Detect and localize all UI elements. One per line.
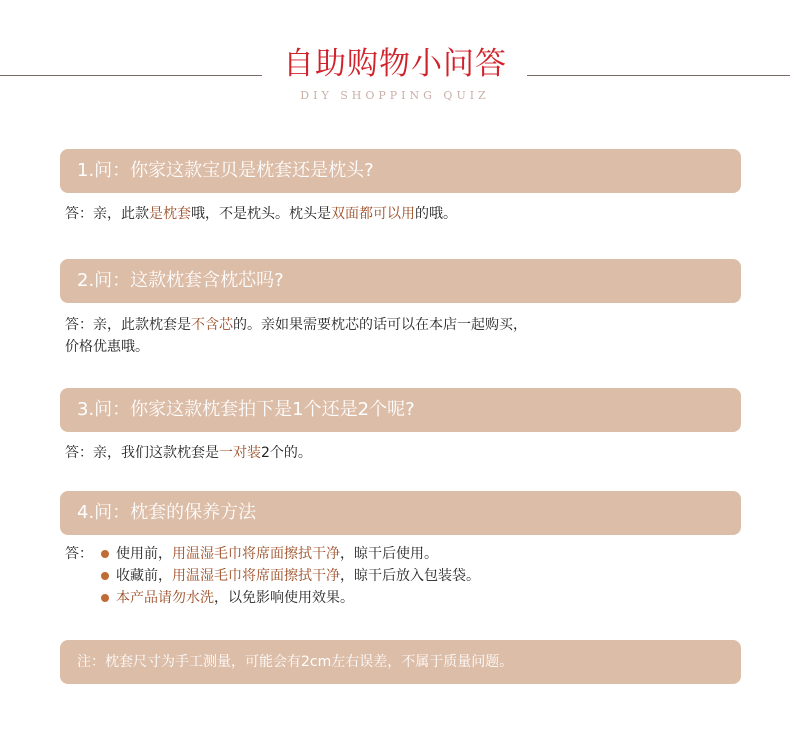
answer-text: ，晾干后使用。 bbox=[340, 546, 438, 562]
answer-text: 的。亲如果需要枕芯的话可以在本店一起购买， bbox=[233, 317, 527, 333]
care-item bbox=[101, 565, 480, 587]
answer-4-label: 答： bbox=[65, 546, 93, 562]
highlight-text: 不含芯 bbox=[191, 317, 233, 333]
care-item-text bbox=[116, 568, 480, 584]
answer-text: 价格优惠哦。 bbox=[65, 339, 149, 355]
answer-text: 哦，不是枕头。枕头是 bbox=[191, 206, 331, 222]
bullet-dot-icon bbox=[101, 594, 109, 602]
highlight-text: 用温湿毛巾将席面擦拭干净 bbox=[172, 568, 340, 584]
answer-text: 答：亲，我们这款枕套是 bbox=[65, 445, 219, 461]
page-subtitle: DIY SHOPPING QUIZ bbox=[300, 89, 490, 102]
answer-2 bbox=[65, 314, 745, 358]
answer-1 bbox=[65, 203, 745, 225]
care-item-text bbox=[116, 590, 354, 606]
question-bar-4: 4.问：枕套的保养方法 bbox=[60, 491, 741, 535]
answer-3 bbox=[65, 442, 745, 464]
question-bar-2: 2.问：这款枕套含枕芯吗? bbox=[60, 259, 741, 303]
care-list bbox=[101, 543, 480, 609]
answer-text: 使用前， bbox=[116, 546, 172, 562]
question-bar-1: 1.问：你家这款宝贝是枕套还是枕头? bbox=[60, 149, 741, 193]
answer-text: 2个的。 bbox=[261, 445, 312, 461]
answer-text: ，以免影响使用效果。 bbox=[214, 590, 354, 606]
highlight-text: 双面都可以用 bbox=[331, 206, 415, 222]
answer-text: 的哦。 bbox=[415, 206, 457, 222]
highlight-text: 用温湿毛巾将席面擦拭干净 bbox=[172, 546, 340, 562]
page-header bbox=[0, 0, 790, 120]
bullet-dot-icon bbox=[101, 572, 109, 580]
answer-text: ，晾干后放入包装袋。 bbox=[340, 568, 480, 584]
page-title: 自助购物小问答 bbox=[283, 46, 507, 82]
care-item-text bbox=[116, 546, 438, 562]
highlight-text: 是枕套 bbox=[149, 206, 191, 222]
highlight-text: 本产品请勿水洗 bbox=[116, 590, 214, 606]
highlight-text: 一对装 bbox=[219, 445, 261, 461]
question-bar-3: 3.问：你家这款枕套拍下是1个还是2个呢? bbox=[60, 388, 741, 432]
answer-text: 答：亲，此款 bbox=[65, 206, 149, 222]
bullet-dot-icon bbox=[101, 550, 109, 558]
care-item bbox=[101, 543, 480, 565]
size-note: 注：枕套尺寸为手工测量，可能会有2cm左右误差，不属于质量问题。 bbox=[60, 640, 741, 684]
answer-text: 答：亲，此款枕套是 bbox=[65, 317, 191, 333]
answer-text: 收藏前， bbox=[116, 568, 172, 584]
care-item bbox=[101, 587, 480, 609]
